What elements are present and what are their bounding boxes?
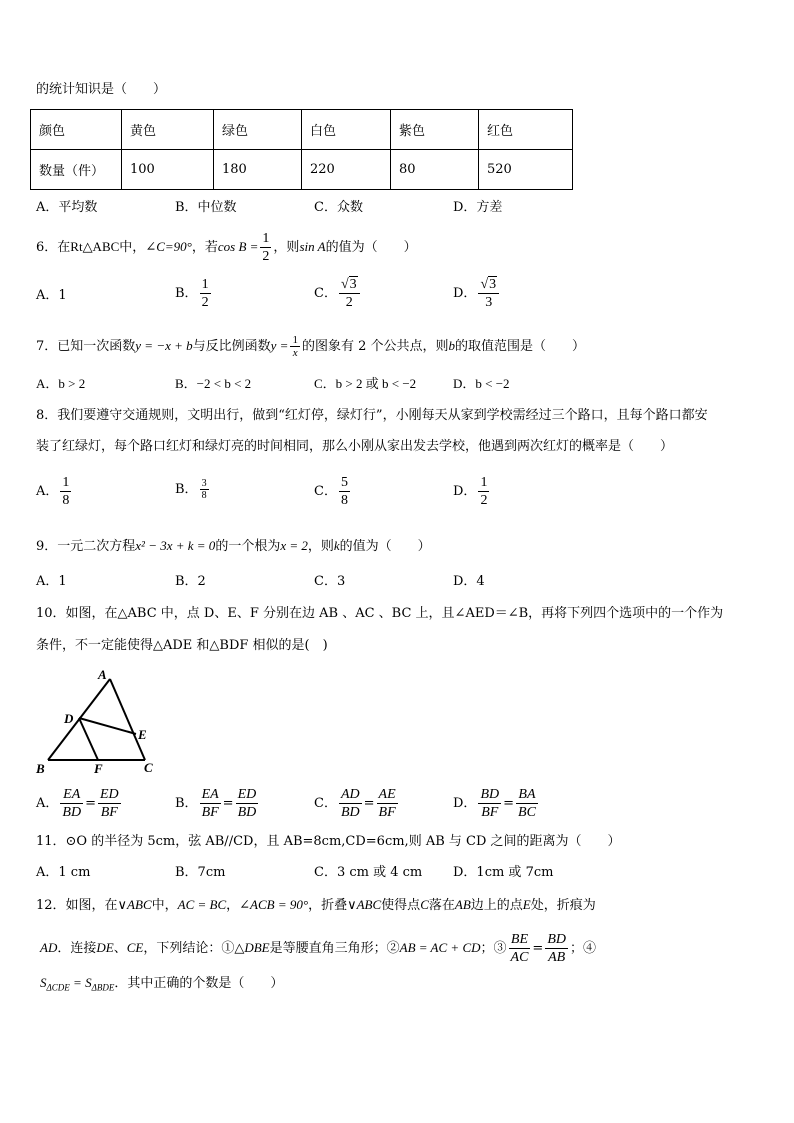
q6-triangle: Rt△ABC (70, 239, 120, 254)
q6-text: ，则 (273, 240, 300, 255)
stats-table (30, 109, 573, 190)
q10-line2: 条件，不一定能使得△ADE 和△BDF 相似的是( ) (36, 638, 328, 653)
q9-text: 的一个根为 (215, 539, 281, 554)
q12-condition: AC = BC (177, 897, 227, 912)
q12-triangle: ∨ABC (347, 897, 382, 912)
q9-option-b: B．2 (175, 574, 206, 589)
q7-text: 与反比例函数 (192, 339, 271, 354)
q5-tail: 的统计知识是（ ） (36, 82, 167, 97)
q11-option-b: B．7cm (175, 865, 226, 880)
segment-df (79, 718, 98, 760)
label-f: F (94, 761, 103, 776)
q9-option-d: D．4 (453, 574, 485, 589)
q5-option-c: C．众数 (314, 200, 363, 215)
q7-option-a: A．b > 2 (36, 376, 86, 391)
q6-half: $\frac{1}{2}$ (262, 231, 270, 264)
q6-stem (36, 230, 417, 265)
q10-line1: 10．如图，在△ABC 中，点 D、E、F 分别在边 AB 、AC 、BC 上，且∠AED＝∠B，再将下列四个选项中的一个作为 (36, 606, 724, 621)
q8-line1: 8．我们要遵守交通规则，文明出行，做到“红灯停，绿灯行”，小刚每天从家到学校需经过三个路口，且每个路口都安 (36, 408, 708, 423)
q12-condition: ∠ACB = 90° (239, 897, 309, 912)
q6-option-b: B． $\frac{1}{2}$ (175, 277, 209, 310)
q6-text: ，若 (191, 240, 218, 255)
q5-option-d: D．方差 (453, 200, 503, 215)
q6-option-a: A．1 (36, 288, 67, 303)
q8-option-b: B． $\frac{3}{8}$ (175, 478, 207, 501)
q7-text: 的图象有 2 个公共点，则 (301, 339, 449, 354)
table-cell: 数量（件） (31, 150, 122, 190)
q7-b: b (448, 338, 455, 353)
q6-option-d: D． $\frac{√3}{3}$ (453, 276, 501, 311)
table-cell: 颜色 (31, 110, 122, 150)
table-cell: 绿色 (214, 110, 302, 150)
q10-option-b: B． $\frac{EA}{BF}$ = $\frac{ED}{BD}$ (175, 787, 257, 820)
q7-text: 的取值范围是（ ） (455, 339, 586, 354)
label-a: A (98, 667, 107, 682)
table-row (31, 110, 573, 150)
q6-sina: sin A (299, 239, 326, 254)
q11-stem: 11．⊙O 的半径为 5cm，弦 AB//CD，且 AB=8cm,CD=6cm,则 AB 与 CD 之间的距离为（ ） (36, 834, 621, 849)
q6-num: 6．在 (36, 240, 71, 255)
table-cell: 紫色 (391, 110, 479, 150)
q6-text: 中， (119, 240, 146, 255)
q8-line2: 装了红绿灯，每个路口红灯和绿灯亮的时间相同，那么小刚从家出发去学校，他遇到两次红灯的概率是（ ） (36, 439, 674, 454)
q9-text: 的值为（ ） (339, 539, 431, 554)
q6-text: 的值为（ ） (325, 240, 417, 255)
q9-equation: x² − 3x + k = 0 (135, 538, 216, 553)
table-cell: 100 (122, 150, 214, 190)
q5-option-a: A．平均数 (36, 200, 98, 215)
q9-option-a: A．1 (36, 574, 67, 589)
table-cell: 白色 (302, 110, 391, 150)
table-cell: 220 (302, 150, 391, 190)
triangle-figure (30, 665, 170, 780)
q12-triangle: ∨ABC (117, 897, 152, 912)
q7-linear: y = −x + b (135, 338, 193, 353)
q6-option-c: C． $\frac{√3}{2}$ (314, 276, 362, 311)
q8-option-a: A． $\frac{1}{8}$ (36, 475, 70, 508)
q11-option-c: C．3 cm 或 4 cm (314, 865, 423, 880)
q9-stem (36, 536, 431, 557)
q7-num: 7．已知一次函数 (36, 339, 136, 354)
q9-root: x = 2 (280, 538, 308, 553)
q12-line2: AD．连接DE、CE，下列结论：①△DBE是等腰直角三角形；②AB = AC + CD；③ $\frac{BE}{AC}$ = $\frac{BD}{AB}$ ；④ (40, 932, 597, 965)
q7-option-d: D．b < −2 (453, 376, 510, 391)
label-c: C (144, 760, 153, 775)
q8-option-d: D． $\frac{1}{2}$ (453, 475, 488, 508)
label-d: D (64, 711, 74, 726)
q10-option-d: D． $\frac{BD}{BF}$ = $\frac{BA}{BC}$ (453, 787, 536, 820)
q11-option-d: D．1cm 或 7cm (453, 865, 554, 880)
q12-line1: 12．如图，在∨ABC中，AC = BC，∠ACB = 90°，折叠∨ABC使得点C落在AB边上的点E处，折痕为 (36, 897, 596, 913)
q9-num: 9．一元二次方程 (36, 539, 136, 554)
q10-option-a: A． $\frac{EA}{BD}$ = $\frac{ED}{BF}$ (36, 787, 119, 820)
q11-option-a: A．1 cm (36, 865, 91, 880)
q7-frac: $\frac{1}{x}$ (292, 334, 298, 359)
label-e: E (138, 727, 147, 742)
table-cell: 520 (479, 150, 573, 190)
table-cell: 黄色 (122, 110, 214, 150)
table-cell: 红色 (479, 110, 573, 150)
table-cell: 80 (391, 150, 479, 190)
q9-option-c: C．3 (314, 574, 346, 589)
q8-option-c: C． $\frac{5}{8}$ (314, 475, 348, 508)
q7-inverse: y = (270, 338, 289, 353)
q5-option-b: B．中位数 (175, 200, 237, 215)
q10-option-c: C． $\frac{AD}{BD}$ = $\frac{AE}{BF}$ (314, 787, 396, 820)
q9-text: ，则 (307, 539, 334, 554)
q9-k: k (333, 538, 340, 553)
q7-option-b: B．−2 < b < 2 (175, 376, 252, 391)
table-row (31, 150, 573, 190)
q7-stem (36, 334, 585, 359)
label-b: B (36, 761, 45, 776)
q6-cosb: cos B = (217, 239, 259, 254)
q6-condition: ∠C=90° (145, 239, 192, 254)
table-cell: 180 (214, 150, 302, 190)
q12-line3: $S_{\Delta CDE} = S_{\Delta BDE}$．其中正确的个数是（ ） (40, 975, 284, 993)
q7-option-c: C．b > 2 或 b < −2 (314, 376, 417, 391)
side-ac (110, 679, 145, 760)
